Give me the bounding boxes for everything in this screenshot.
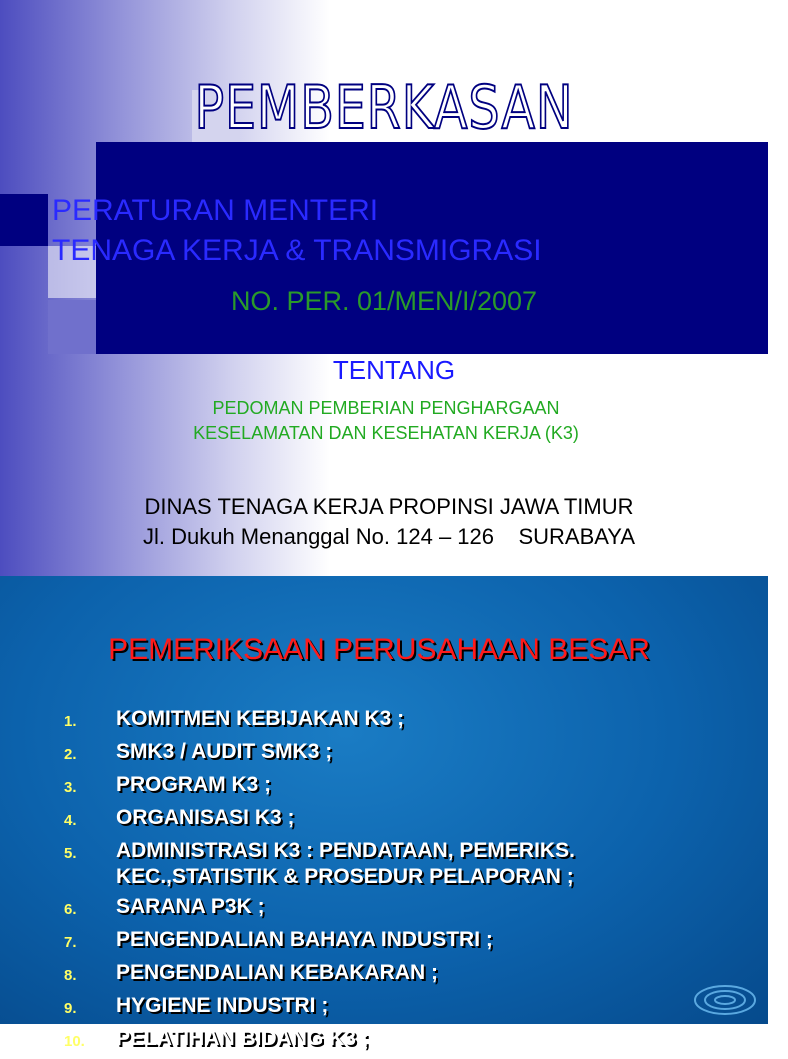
list-number: 5. <box>64 845 77 862</box>
list-text: PENGENDALIAN BAHAYA INDUSTRI ; <box>116 928 493 951</box>
list-text: SARANA P3K ; <box>116 895 265 918</box>
list-item <box>0 805 768 834</box>
subject-line-2: KESELAMATAN DAN KESEHATAN KERJA (K3) <box>193 423 579 443</box>
regulation-number: NO. PER. 01/MEN/I/2007 <box>230 286 538 316</box>
tentang-heading: TENTANG <box>332 355 456 385</box>
office-address: Jl. Dukuh Menanggal No. 124 – 126 SURABAYA <box>142 524 635 549</box>
list-item <box>0 993 768 1022</box>
list-number: 10. <box>64 1033 85 1050</box>
list-text: PROGRAM K3 ; <box>116 773 272 796</box>
office-name: DINAS TENAGA KERJA PROPINSI JAWA TIMUR <box>144 494 634 519</box>
list-number: 7. <box>64 934 77 951</box>
swirl-logo-icon <box>690 980 760 1020</box>
list-text: ADMINISTRASI K3 : PENDATAAN, PEMERIKS. KEC.,STATISTIK & PROSEDUR PELAPORAN ; <box>116 839 575 888</box>
list-item <box>0 838 768 890</box>
list-text: KOMITMEN KEBIJAKAN K3 ; <box>116 707 405 730</box>
list-item <box>0 894 768 923</box>
list-number: 2. <box>64 746 77 763</box>
list-item <box>0 927 768 956</box>
list-item <box>0 1026 768 1055</box>
list-number: 4. <box>64 812 77 829</box>
subject-line-1: PEDOMAN PEMBERIAN PENGHARGAAN <box>212 398 560 418</box>
list-number: 9. <box>64 1000 77 1017</box>
list-text: PENGENDALIAN KEBAKARAN ; <box>116 961 439 984</box>
list-text: SMK3 / AUDIT SMK3 ; <box>116 740 333 763</box>
page-title: PEMBERKASAN <box>194 73 574 143</box>
slide-2 <box>0 576 768 1050</box>
list-text: PELATIHAN BIDANG K3 ; <box>116 1027 369 1050</box>
list-item <box>0 739 768 768</box>
regulation-line-1: PERATURAN MENTERI <box>52 194 379 227</box>
slide-2-title: PEMERIKSAAN PERUSAHAAN BESAR <box>108 633 650 666</box>
list-item <box>0 772 768 801</box>
regulation-line-2: TENAGA KERJA & TRANSMIGRASI <box>52 234 542 267</box>
inspection-list <box>0 706 768 1059</box>
list-text: HYGIENE INDUSTRI ; <box>116 994 329 1017</box>
list-number: 6. <box>64 901 77 918</box>
list-text: ORGANISASI K3 ; <box>116 806 295 829</box>
list-number: 3. <box>64 779 77 796</box>
decor-square <box>0 194 48 246</box>
list-number: 8. <box>64 967 77 984</box>
list-item <box>0 960 768 989</box>
list-number: 1. <box>64 713 77 730</box>
list-item <box>0 706 768 735</box>
